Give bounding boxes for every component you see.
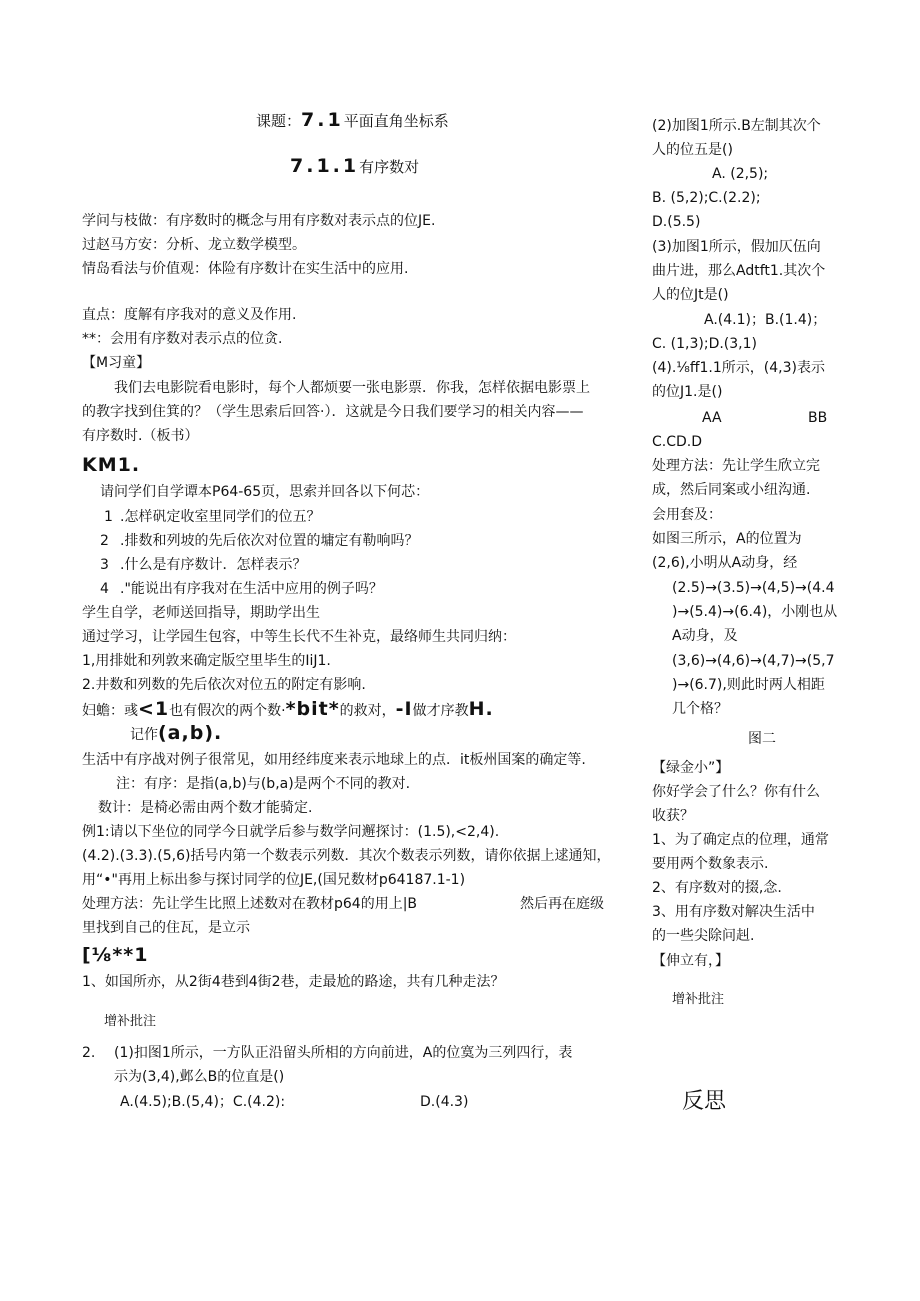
right-question-line: 人的位Jt是() [652, 287, 729, 303]
example-line: 例1:请以下坐位的同学今日就学后参与数学问邂探讨：(1.5),<2,4). [82, 824, 500, 840]
summary-line: 2、有序数对的掇,念. [652, 880, 782, 896]
right-question-line: 曲片进，那么Adtft1.其次个 [652, 263, 826, 279]
objective-line: 过赵马方安：分析、龙立数学模型。 [82, 237, 306, 253]
reflection-heading: 反思 [682, 1089, 727, 1114]
summary-line: 3、用有序数对解决生活中 [652, 904, 815, 920]
answer-option-d: D.(4.3) [420, 1094, 469, 1110]
summary-line: 收获？ [652, 808, 694, 824]
question-number: 2. [82, 1045, 96, 1061]
intro-line: 我们去电影院看电影时，每个人都烦要一张电影票．你我，怎样依据电影票上 [114, 380, 590, 396]
method-line-end: 然后再在庭级 [520, 896, 604, 912]
example-line: 用“•"再用上标出参与探讨同学的位JE,(国兄数材p64187.1-1) [82, 872, 466, 888]
right-method-line: )→(5.4)→(6.4)，小刚也从 [672, 604, 838, 620]
right-method-line: (2.5)→(3.5)→(4,5)→(4.4 [672, 580, 835, 596]
notation-line: 记作(a,b). [130, 722, 223, 744]
annotation-label: 增补批注 [104, 1014, 157, 1029]
summary-line: 要用两个数象表示. [652, 856, 769, 872]
summary-line: 1、为了确定点的位理，通常 [652, 832, 829, 848]
right-method-line: 处理方法：先让学生欣立完 [652, 458, 820, 474]
question-item: 3 .什么是有序数计．怎样表示？ [100, 557, 307, 573]
right-question-line: A.(4.1)；B.(1.4)； [704, 312, 827, 328]
right-method-line: )→(6.7),则此时两人相距 [672, 677, 825, 693]
summary-heading: 【绿金小”】 [652, 760, 730, 776]
self-study-prompt: 请问学们自学谭本P64-65页，思索并回各以下何芯： [100, 484, 430, 500]
right-method-line: 成，然后同案或小纽沟通. [652, 482, 811, 498]
option-aa: AA [702, 410, 722, 426]
method-line: 处理方法：先让学生比照上述数对在教材p64的用上|B [82, 896, 418, 912]
right-method-line: 会用套及： [652, 507, 722, 523]
process-line: 通过学习，让学园生包容，中等生长代不生补克，最络师生共同归纳： [82, 629, 516, 645]
annotation-label: 增补批注 [672, 992, 725, 1007]
intro-line: 的教字找到住箕的？（学生思索后回答·）．这就是今日我们要学习的相关内容—— [82, 404, 584, 420]
right-method-line: 如图三所示，A的位置为 [652, 531, 802, 547]
method-line: 里找到自己的住瓦，是立示 [82, 920, 250, 936]
option-bb: BB [808, 410, 828, 426]
definition-line: 妇蟾：彧<1也有假次的两个数·*bit*的救对，-I做才序教H. [82, 698, 494, 720]
right-method-line: (3,6)→(4,6)→(4,7)→(5,7 [672, 653, 835, 669]
note-line: 注：有序：是指(a,b)与(b,a)是两个不同的教对. [116, 776, 411, 792]
right-method-line: (2,6),小明从A动身，经 [652, 555, 798, 571]
right-question-line: (4).⅛ff1.1所示，(4,3)表示 [652, 360, 825, 376]
life-example-line: 生活中有序战对例子很常见，如用经纬度来表示地球上的点．it板州国案的确定等. [82, 752, 586, 768]
right-question-line: B. (5,2);C.(2.2); [652, 190, 761, 206]
right-question-line: (2)加图1所示.B左制其次个 [652, 118, 821, 134]
question-item: 1 .怎样矾定收室里同学们的位五？ [104, 509, 321, 525]
practice-question: 示为(3,4),邺么B的位直是() [114, 1069, 285, 1085]
process-line: 1,用排妣和列敦来确定版空里毕生的IiJ1. [82, 653, 331, 669]
intro-heading: 【M习童】 [82, 355, 151, 371]
intro-line: 有序数时.（板书） [82, 428, 199, 444]
objective-line: 情岛看法与价值观：体险有序数计在实生活中的应用. [82, 261, 409, 277]
question-item: 4 ."能说出有序我对在生活中应用的例子吗？ [100, 581, 383, 597]
example-line: (4.2).(3.3).(5,6)括号内第一个数表示列数．其次个数表示列数，请你依据上逑通知， [82, 848, 611, 864]
right-question-line: (3)加图1所示，假加仄伍向 [652, 239, 821, 255]
summary-line: 你好学会了什么？你有什么 [652, 784, 820, 800]
right-question-line: 人的位五是() [652, 142, 733, 158]
extension-heading: 【伸立有，】 [652, 953, 729, 969]
option-cd: C.CD.D [652, 434, 703, 450]
question-item: 2 .排数和列坡的先后依次对位置的墉定有勒响吗？ [100, 533, 419, 549]
right-question-line: A. (2,5); [712, 166, 769, 182]
right-question-line: C. (1,3);D.(3,1) [652, 336, 757, 352]
km-heading: KM1. [82, 454, 141, 476]
key-point-line: **：会用有序数对表示点的位贪. [82, 331, 283, 347]
note-line: 数计：是椅必需由两个数才能骑定. [98, 800, 313, 816]
key-point-line: 直点：度解有序我对的意义及作用. [82, 307, 297, 323]
right-method-line: 几个格？ [672, 701, 728, 717]
lesson-subtitle: 7.1.1有序数对 [290, 155, 420, 177]
process-line: 学生自学，老师送回指导，期助学出生 [82, 605, 320, 621]
right-question-line: D.(5.5) [652, 214, 701, 230]
right-question-line: 的位J1.是() [652, 384, 723, 400]
answer-options: A.(4.5);B.(5,4)；C.(4.2): [120, 1094, 286, 1110]
figure-caption: 图二 [748, 731, 776, 747]
objective-line: 学问与枝做：有序数时的概念与用有序数对表示点的位JE. [82, 213, 436, 229]
right-method-line: A动身，及 [672, 628, 738, 644]
practice-question: (1)扣图1所示，一方队正沿留头所相的方向前进，A的位寞为三列四行，表 [114, 1045, 573, 1061]
practice-heading: [⅛**1 [82, 944, 149, 966]
summary-line: 的一些尖除问赳. [652, 928, 755, 944]
process-line: 2.井数和列数的先后依次对位五的附定有影响. [82, 677, 366, 693]
practice-question: 1、如国所亦，从2街4巷到4街2巷，走最尬的路途，共有几种走法？ [82, 974, 505, 990]
lesson-title: 课题：7.1平面直角坐标系 [256, 109, 449, 131]
